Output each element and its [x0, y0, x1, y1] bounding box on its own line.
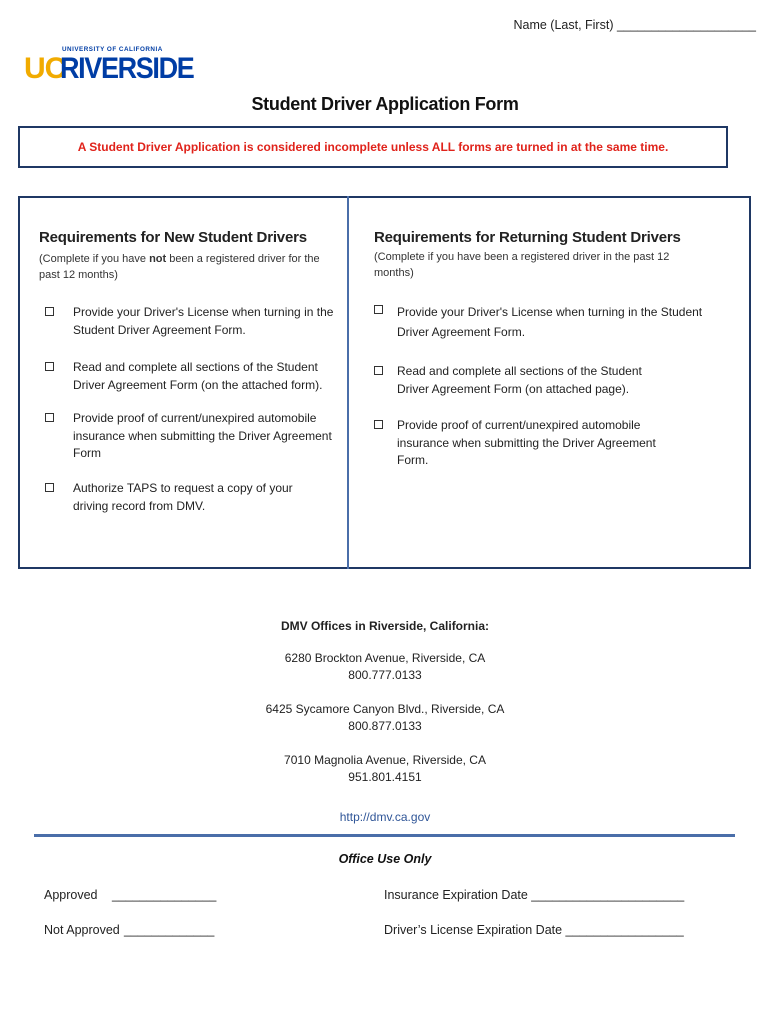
dmv-heading: DMV Offices in Riverside, California:: [280, 619, 490, 633]
new-req-license[interactable]: Provide your Driver's License when turning in the Student Driver Agreement Form.: [45, 304, 335, 339]
returning-drivers-subtext: (Complete if you have been a registered driver in the past 12 months): [374, 251, 670, 279]
office-use-heading: Office Use Only: [338, 852, 432, 866]
checkbox[interactable]: [45, 483, 54, 492]
returning-drivers-heading: Requirements for Returning Student Drivers: [374, 229, 681, 246]
office-phone: 800.877.0133: [348, 719, 422, 733]
office-phone: 800.777.0133: [348, 668, 422, 682]
name-field-label[interactable]: Name (Last, First) ____________________: [513, 18, 756, 32]
new-req-insurance[interactable]: Provide proof of current/unexpired automobile insurance when submitting the Driver Agreement Form: [45, 410, 335, 463]
notice-text: A Student Driver Application is considered incomplete unless ALL forms are turned in at the same time.: [77, 140, 669, 154]
approved-line[interactable]: _______________: [112, 888, 217, 902]
checkbox[interactable]: [45, 307, 54, 316]
checkbox[interactable]: [374, 420, 383, 429]
office-address: 7010 Magnolia Avenue, Riverside, CA: [284, 753, 486, 767]
new-drivers-subtext: (Complete if you have not been a registered driver for the past 12 months): [39, 253, 320, 281]
ret-req-agreement[interactable]: Read and complete all sections of the Student Driver Agreement Form (on attached page).: [374, 363, 674, 398]
logo-university-text: UNIVERSITY OF CALIFORNIA: [62, 46, 163, 53]
dmv-office-2: [0, 701, 770, 735]
logo-riverside-text: RIVERSIDE: [60, 52, 194, 85]
office-address: 6425 Sycamore Canyon Blvd., Riverside, CA: [265, 702, 505, 716]
ret-req-insurance[interactable]: Provide proof of current/unexpired automobile insurance when submitting the Driver Agreement Form.: [374, 417, 674, 470]
dmv-website-link[interactable]: http://dmv.ca.gov: [339, 810, 431, 824]
checkbox[interactable]: [45, 413, 54, 422]
dmv-office-1: [0, 650, 770, 684]
ucr-logo: [24, 46, 194, 86]
incomplete-notice: [18, 126, 728, 168]
dmv-office-3: [0, 752, 770, 786]
not-approved-line[interactable]: _____________: [124, 923, 215, 937]
checkbox[interactable]: [374, 305, 383, 314]
approved-label: Approved: [44, 888, 98, 902]
column-divider: [347, 196, 349, 569]
office-phone: 951.801.4151: [348, 770, 422, 784]
insurance-expiration-field[interactable]: Insurance Expiration Date ______________________: [384, 888, 685, 902]
logo-uc-text: UC: [24, 52, 66, 85]
new-drivers-heading: Requirements for New Student Drivers: [39, 229, 307, 246]
license-expiration-field[interactable]: Driver’s License Expiration Date _________________: [384, 923, 684, 937]
new-req-agreement[interactable]: Read and complete all sections of the Student Driver Agreement Form (on the attached form).: [45, 359, 345, 394]
section-divider: [34, 834, 735, 837]
ret-req-license[interactable]: Provide your Driver's License when turning in the Student Driver Agreement Form.: [374, 302, 704, 342]
checkbox[interactable]: [45, 362, 54, 371]
page-title: Student Driver Application Form: [251, 94, 519, 114]
new-req-dmv-record[interactable]: Authorize TAPS to request a copy of your driving record from DMV.: [45, 480, 315, 515]
office-address: 6280 Brockton Avenue, Riverside, CA: [284, 651, 486, 665]
not-approved-label: Not Approved: [44, 923, 120, 937]
checkbox[interactable]: [374, 366, 383, 375]
